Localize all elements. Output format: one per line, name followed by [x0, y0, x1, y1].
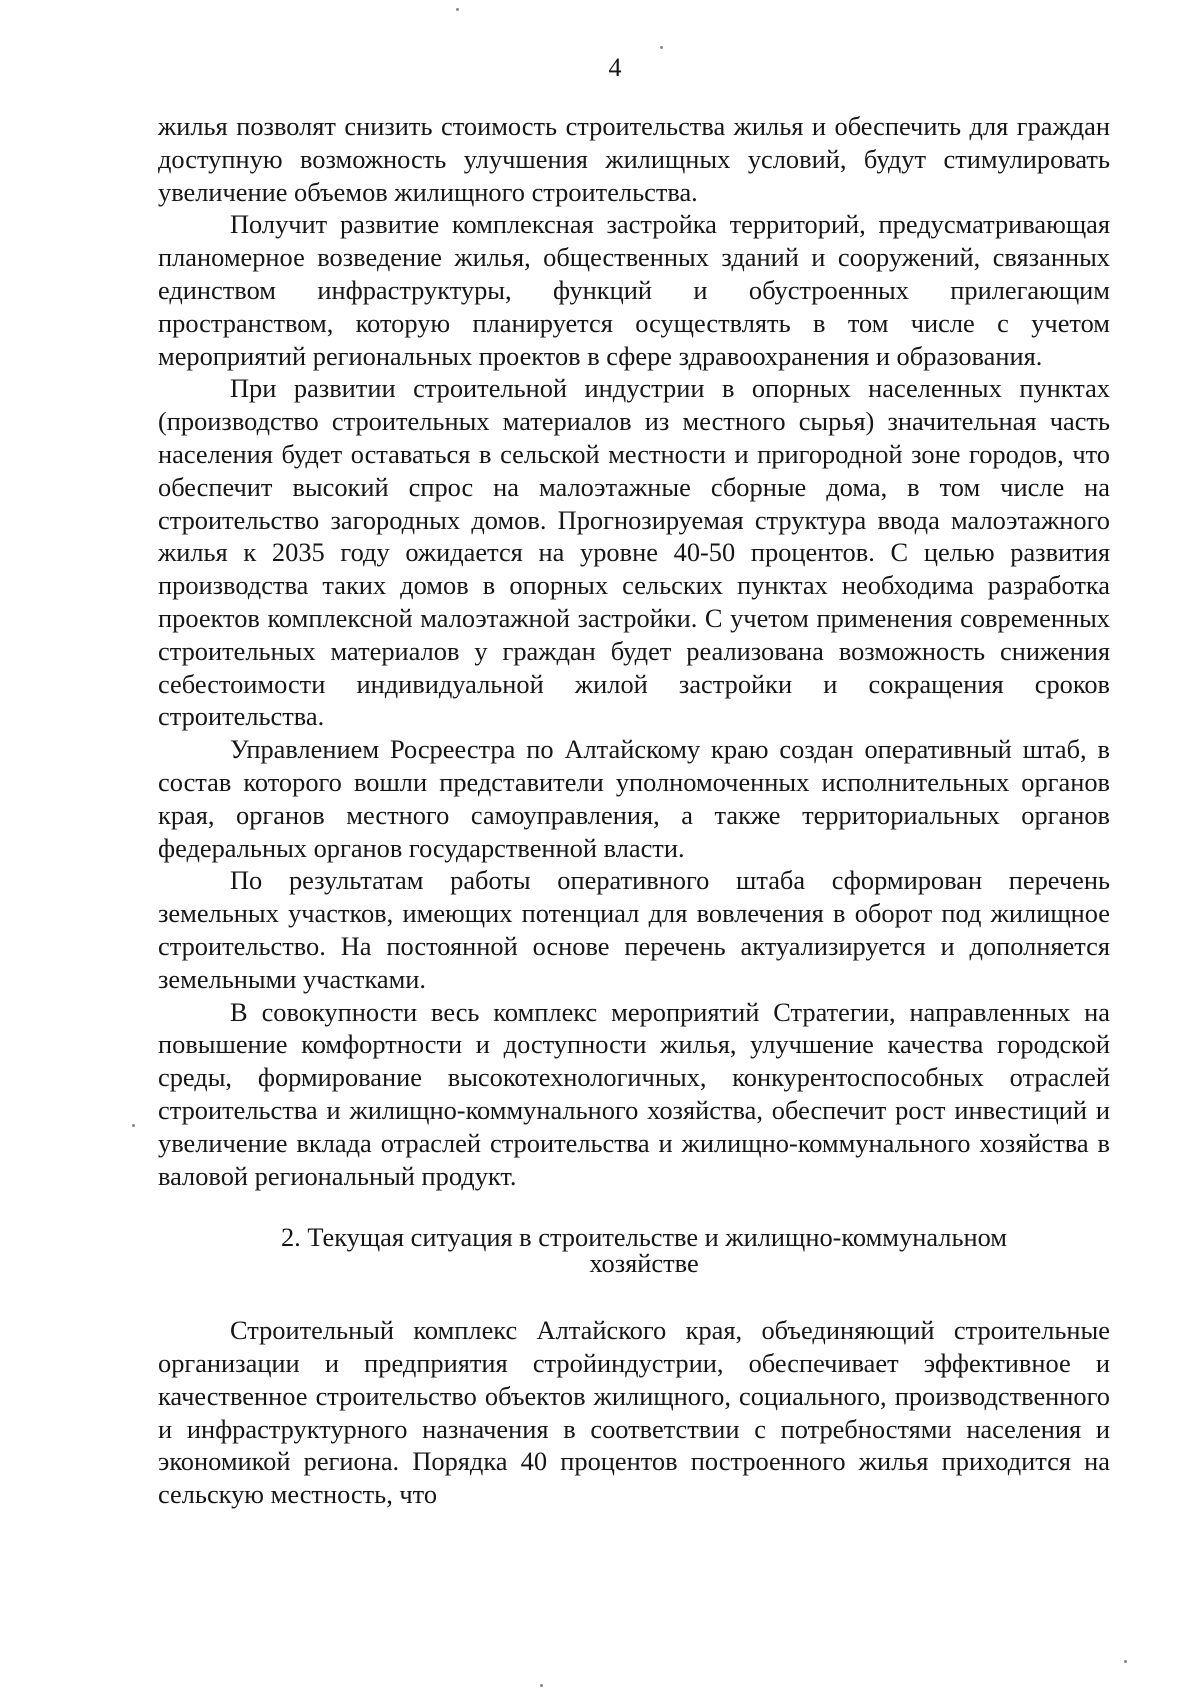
section-heading — [158, 1222, 1110, 1279]
paragraph-1: жилья позволят снизить стоимость строительства жилья и обеспечить для граждан доступную возможность улучшения жилищных условий, будут стимулировать увеличение объемов жилищного строительства. — [158, 111, 1110, 207]
document-body — [158, 110, 1110, 1511]
scan-speck — [540, 1684, 543, 1687]
paragraph-7: Строительный комплекс Алтайского края, объединяющий строительные организации и предприятия стройиндустрии, обеспечивает эффективное и качественное строительство объектов жилищного, социального, производственного и инфраструктурного назначения в соответствии с потребностями населения и экономикой региона. Порядка 40 процентов построенного жилья приходится на сельскую местность, что — [158, 1315, 1110, 1510]
section-heading-line-2: хозяйстве — [589, 1248, 699, 1279]
paragraph-4: Управлением Росреестра по Алтайскому краю создан оперативный штаб, в состав которого вошли представители уполномоченных исполнительных органов края, органов местного самоуправления, а также территориальных органов федеральных органов государственной власти. — [158, 734, 1110, 863]
paragraph-2: Получит развитие комплексная застройка территорий, предусматривающая планомерное возведение жилья, общественных зданий и сооружений, связанных единством инфраструктуры, функций и обустроенных прилегающим пространством, которую планируется осуществлять в том числе с учетом мероприятий региональных проектов в сфере здравоохранения и образования. — [158, 209, 1110, 371]
scan-speck — [456, 8, 459, 11]
paragraph-6: В совокупности весь комплекс мероприятий Стратегии, направленных на повышение комфортности и доступности жилья, улучшение качества городской среды, формирование высокотехнологичных, конкурентоспособных отраслей строительства и жилищно-коммунального хозяйства, обеспечит рост инвестиций и увеличение вклада отраслей строительства и жилищно-коммунального хозяйства в валовой региональный продукт. — [158, 996, 1110, 1191]
paragraph-5: По результатам работы оперативного штаба сформирован перечень земельных участков, имеющих потенциал для вовлечения в оборот под жилищное строительство. На постоянной основе перечень актуализируется и дополняется земельными участками. — [158, 865, 1110, 994]
scan-speck — [132, 1124, 135, 1127]
scan-speck — [1124, 1660, 1127, 1663]
section-heading-line-1: 2. Текущая ситуация в строительстве и жилищно-коммунальном — [280, 1222, 1007, 1253]
paragraph-3: При развитии строительной индустрии в опорных населенных пунктах (производство строительных материалов из местного сырья) значительная часть населения будет оставаться в сельской местности и пригородной зоне городов, что обеспечит высокий спрос на малоэтажные сборные дома, в том числе на строительство загородных домов. Прогнозируемая структура ввода малоэтажного жилья к 2035 году ожидается на уровне 40-50 процентов. С целью развития производства таких домов в опорных сельских пунктах необходима разработка проектов комплексной малоэтажной застройки. С учетом применения современных строительных материалов у граждан будет реализована возможность снижения себестоимости индивидуальной жилой застройки и сокращения сроков строительства. — [158, 373, 1110, 732]
scan-speck — [660, 46, 663, 49]
page-number: 4 — [608, 53, 622, 82]
